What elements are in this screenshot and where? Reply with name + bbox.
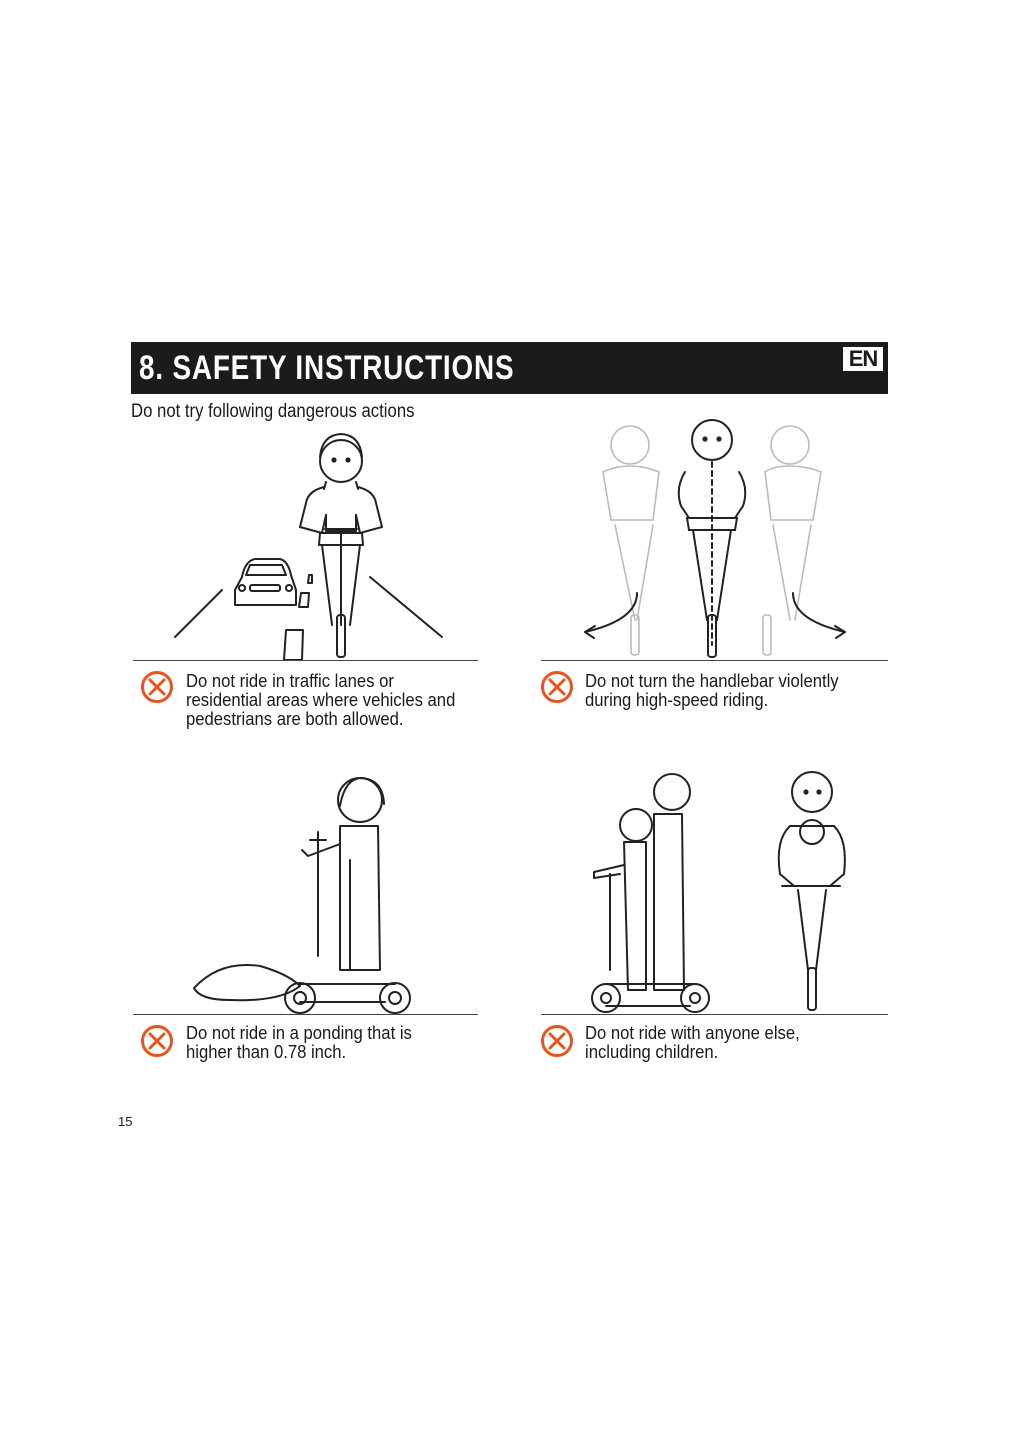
divider-line	[133, 660, 478, 661]
divider-line	[133, 1014, 478, 1015]
warning-text: Do not ride with anyone else, including children.	[585, 1022, 800, 1062]
warning-text: Do not ride in traffic lanes or residential areas where vehicles and pedestrians are both allowed.	[186, 670, 456, 729]
intro-text: Do not try following dangerous actions	[131, 401, 415, 422]
divider-line	[541, 1014, 888, 1015]
section-title: 8. SAFETY INSTRUCTIONS	[139, 349, 515, 387]
warning-text: Do not ride in a ponding that is higher than 0.78 inch.	[186, 1022, 412, 1062]
section-header	[131, 342, 888, 394]
ponding-illustration	[190, 770, 420, 1018]
passenger-illustration	[580, 770, 870, 1018]
handlebar-turn-illustration	[575, 410, 865, 665]
traffic-lane-illustration	[160, 425, 480, 665]
prohibited-icon	[140, 1024, 174, 1058]
page-number: 15	[118, 1114, 133, 1129]
prohibited-icon	[540, 1024, 574, 1058]
warning-text: Do not turn the handlebar violently during high-speed riding.	[585, 670, 839, 710]
prohibited-icon	[540, 670, 574, 704]
prohibited-icon	[140, 670, 174, 704]
divider-line	[541, 660, 888, 661]
language-badge: EN	[841, 345, 885, 373]
